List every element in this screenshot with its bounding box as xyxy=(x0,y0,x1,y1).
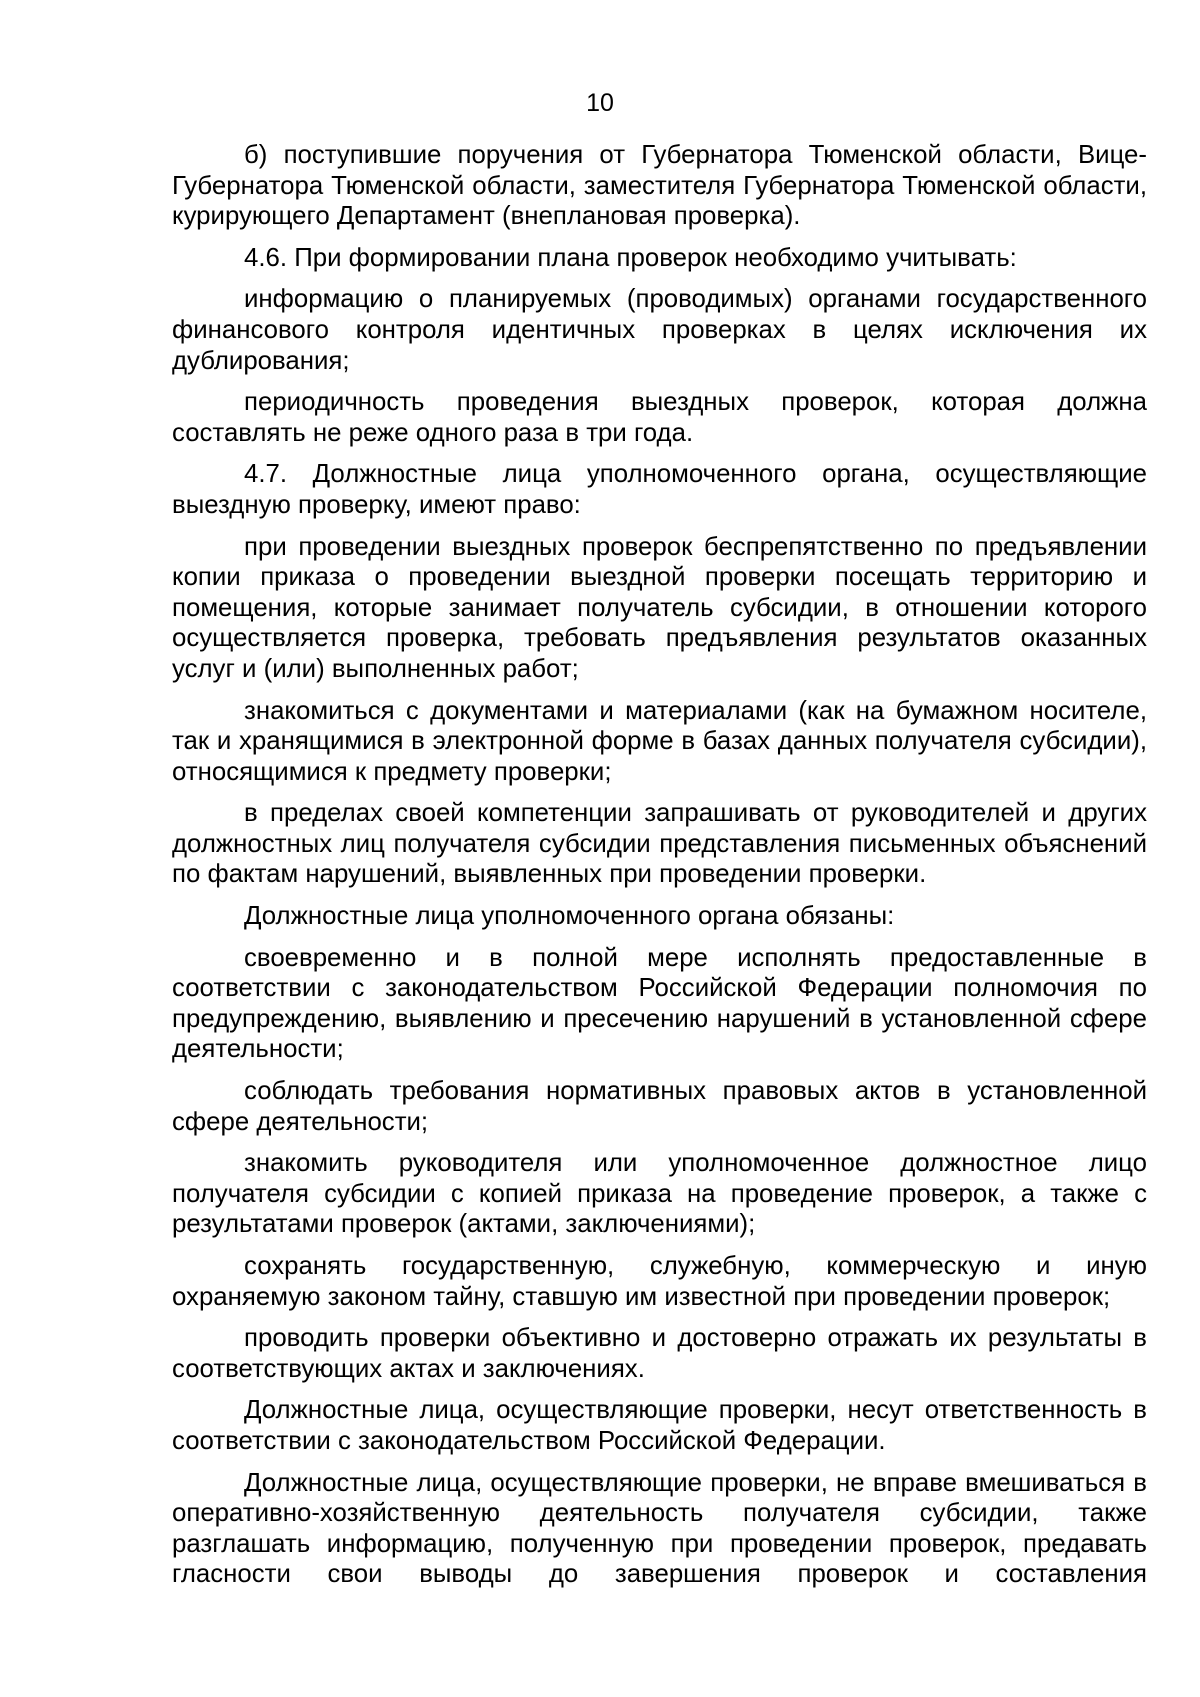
page-number: 10 xyxy=(586,89,614,117)
paragraph-12: знакомить руководителя или уполномоченное должностное лицо получателя субсидии с копией приказа на проведение проверок, а также с результатами проверок (актами, заключениями); xyxy=(172,1149,1147,1239)
paragraph-10: своевременно и в полной мере исполнять предоставленные в соответствии с законодательством Российской Федерации полномочия по предупреждению, выявлению и пресечению нарушений в установленной сфере деятельности; xyxy=(172,943,1147,1064)
paragraph-15: Должностные лица, осуществляющие проверки, несут ответственность в соответствии с законодательством Российской Федерации. xyxy=(172,1396,1147,1455)
paragraph-1: б) поступившие поручения от Губернатора Тюменской области, Вице-Губернатора Тюменской области, заместителя Губернатора Тюменской области, курирующего Департамент (внеплановая проверка). xyxy=(172,141,1147,231)
paragraph-7: знакомиться с документами и материалами (как на бумажном носителе, так и хранящимися в электронной форме в базах данных получателя субсидии), относящимися к предмету проверки; xyxy=(172,696,1147,786)
paragraph-14: проводить проверки объективно и достоверно отражать их результаты в соответствующих актах и заключениях. xyxy=(172,1324,1147,1383)
paragraph-3: информацию о планируемых (проводимых) органами государственного финансового контроля идентичных проверках в целях исключения их дублирования; xyxy=(172,285,1147,375)
paragraph-5: 4.7. Должностные лица уполномоченного органа, осуществляющие выездную проверку, имеют право: xyxy=(172,460,1147,519)
document-body xyxy=(172,140,1147,1601)
paragraph-2: 4.6. При формировании плана проверок необходимо учитывать: xyxy=(244,243,1017,272)
paragraph-13: сохранять государственную, служебную, коммерческую и иную охраняемую законом тайну, ставшую им известной при проведении проверок; xyxy=(172,1252,1147,1311)
paragraph-16: Должностные лица, осуществляющие проверки, не вправе вмешиваться в оперативно-хозяйственную деятельность получателя субсидии, также разглашать информацию, полученную при проведении проверок, предавать гласности свои выводы до завершения проверок и составления xyxy=(172,1468,1147,1589)
paragraph-9: Должностные лица уполномоченного органа обязаны: xyxy=(244,902,895,931)
paragraph-11: соблюдать требования нормативных правовых актов в установленной сфере деятельности; xyxy=(172,1077,1147,1136)
paragraph-8: в пределах своей компетенции запрашивать от руководителей и других должностных лиц получателя субсидии представления письменных объяснений по фактам нарушений, выявленных при проведении проверки. xyxy=(172,799,1147,889)
paragraph-6: при проведении выездных проверок беспрепятственно по предъявлении копии приказа о проведении выездной проверки посещать территорию и помещения, которые занимает получатель субсидии, в отношении которого осуществляется проверка, требовать предъявления результатов оказанных услуг и (или) выполненных работ; xyxy=(172,532,1147,683)
paragraph-4: периодичность проведения выездных проверок, которая должна составлять не реже одного раза в три года. xyxy=(172,388,1147,447)
